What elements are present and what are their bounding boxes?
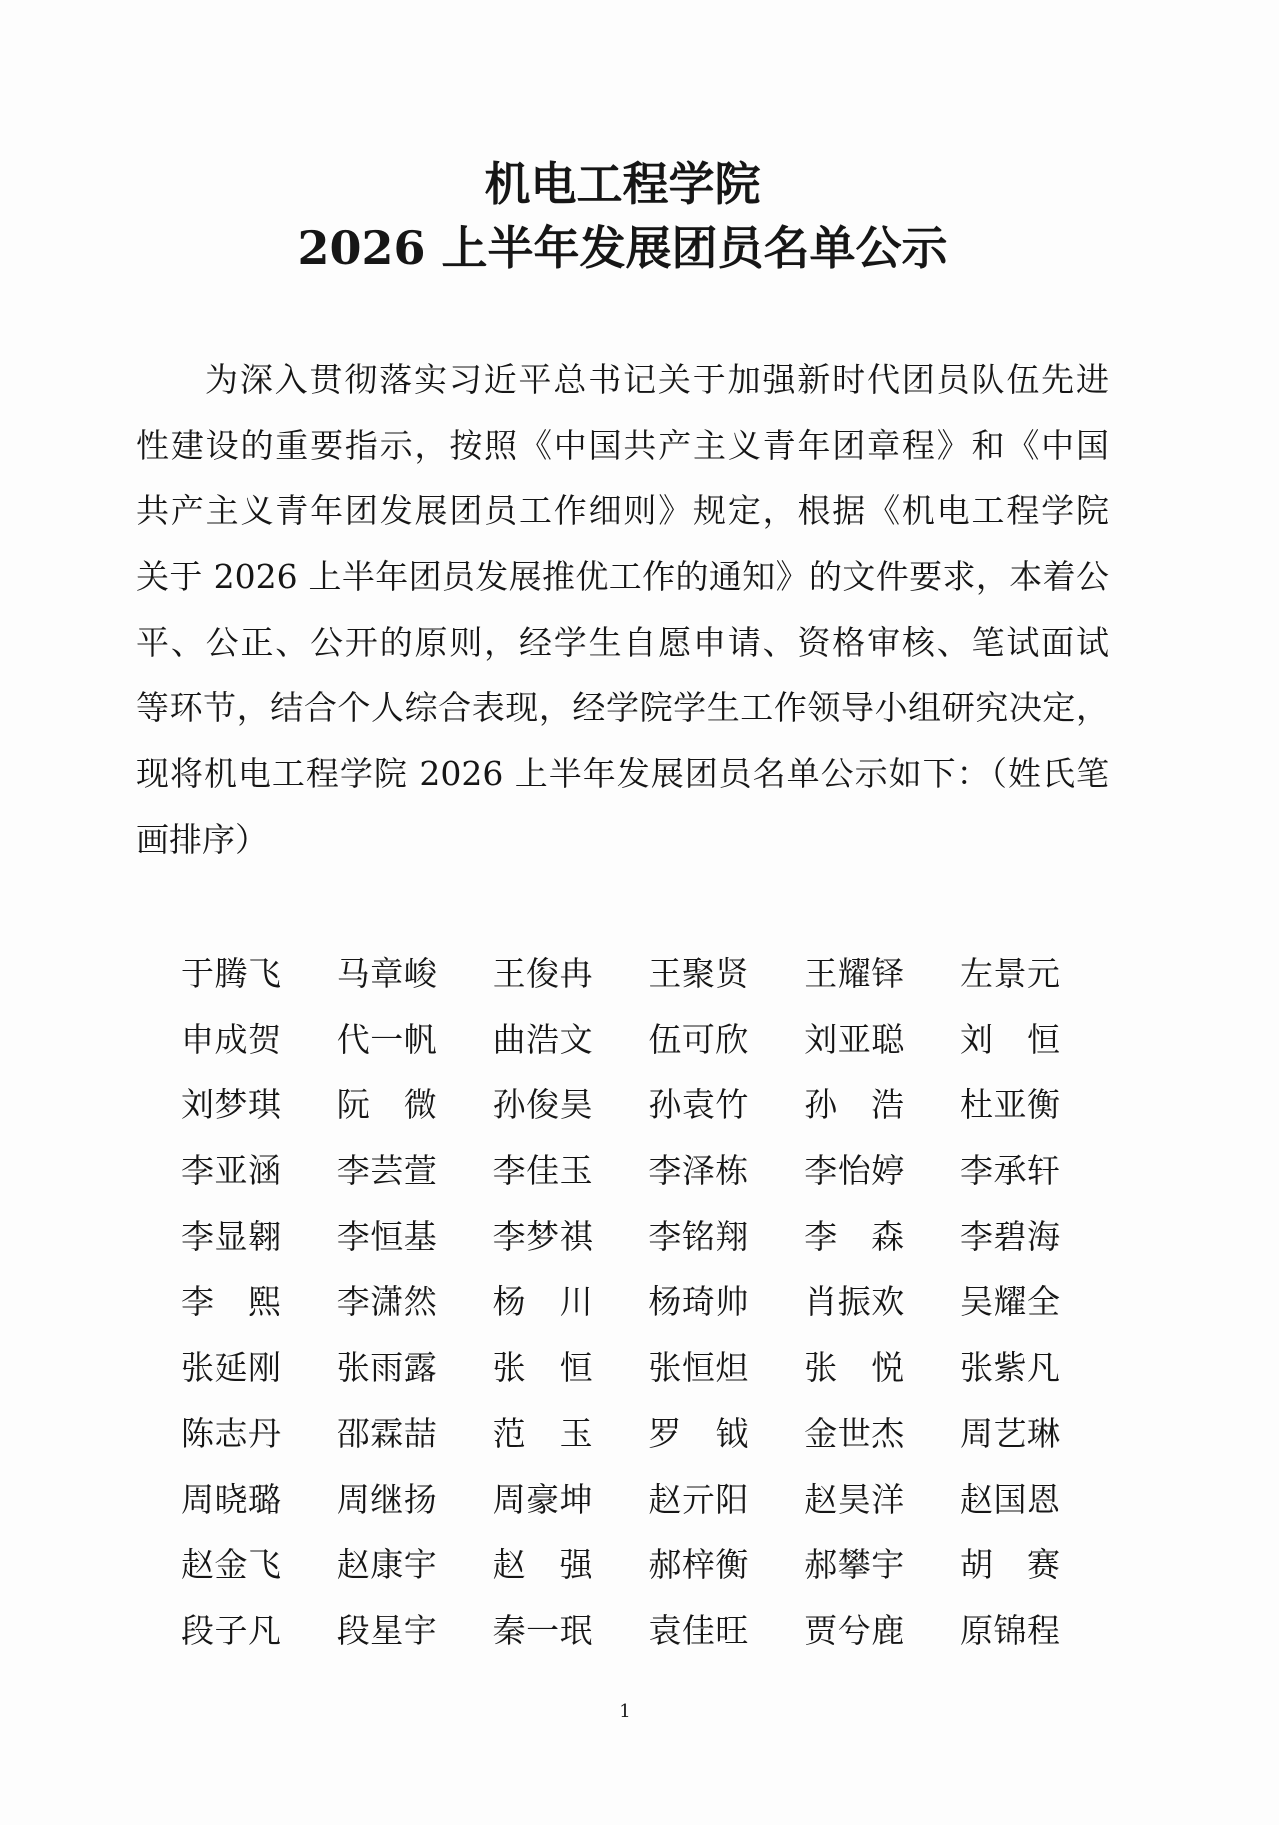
member-name: 肖振欢 xyxy=(804,1282,905,1322)
member-name: 张雨露 xyxy=(336,1348,437,1388)
member-name: 张延刚 xyxy=(181,1348,281,1388)
member-name: 李亚涵 xyxy=(181,1151,281,1191)
member-name: 于腾飞 xyxy=(181,954,281,993)
paragraph-line: 为深入贯彻落实习近平总书记关于加强新时代团员队伍先进 xyxy=(205,360,1109,399)
member-name: 李显翱 xyxy=(181,1216,281,1256)
member-name: 李佳玉 xyxy=(492,1151,593,1191)
member-name: 郝攀宇 xyxy=(804,1545,905,1585)
member-name: 罗 钺 xyxy=(648,1413,749,1453)
member-name: 范 玉 xyxy=(492,1413,593,1453)
member-name: 李潇然 xyxy=(336,1282,437,1322)
member-name: 邵霖喆 xyxy=(336,1413,437,1453)
member-name: 马章峻 xyxy=(336,954,437,993)
member-name: 李泽栋 xyxy=(648,1151,749,1191)
member-name: 赵康宇 xyxy=(336,1545,437,1585)
paragraph-line: 平、公正、公开的原则，经学生自愿申请、资格审核、笔试面试 xyxy=(136,622,1109,662)
member-name: 杨 川 xyxy=(492,1282,593,1322)
member-name: 吴耀全 xyxy=(959,1282,1060,1322)
member-name: 李铭翔 xyxy=(648,1216,749,1256)
member-name: 杨琦帅 xyxy=(648,1282,749,1322)
member-name: 李承轩 xyxy=(959,1151,1060,1191)
member-name: 张紫凡 xyxy=(959,1348,1060,1388)
member-name: 左景元 xyxy=(959,954,1060,993)
member-name: 张 悦 xyxy=(804,1348,905,1388)
member-name: 李怡婷 xyxy=(804,1151,905,1191)
paragraph-line: 画排序） xyxy=(136,819,268,859)
member-name: 郝梓衡 xyxy=(648,1545,749,1585)
member-name: 赵亓阳 xyxy=(648,1479,749,1519)
member-name: 赵 强 xyxy=(492,1545,593,1585)
title-line-college: 机电工程学院 xyxy=(484,157,761,211)
paragraph-line: 性建设的重要指示，按照《中国共产主义青年团章程》和《中国 xyxy=(136,425,1109,465)
member-name: 阮 微 xyxy=(336,1085,437,1125)
member-name: 周晓璐 xyxy=(181,1479,281,1519)
member-name: 贾兮鹿 xyxy=(804,1610,905,1650)
member-name: 段星宇 xyxy=(336,1610,437,1650)
member-name: 袁佳旺 xyxy=(648,1610,749,1650)
member-name: 周继扬 xyxy=(336,1479,437,1519)
member-name: 段子凡 xyxy=(181,1610,281,1650)
member-name: 李碧海 xyxy=(959,1216,1060,1256)
paragraph-line: 现将机电工程学院 2026 上半年发展团员名单公示如下：（姓氏笔 xyxy=(136,754,1109,794)
member-name: 赵昊洋 xyxy=(804,1479,905,1519)
paragraph-line: 关于 2026 上半年团员发展推优工作的通知》的文件要求，本着公 xyxy=(136,557,1109,597)
member-name: 胡 赛 xyxy=(959,1545,1060,1585)
member-name: 张恒炟 xyxy=(648,1348,749,1388)
member-name: 李 熙 xyxy=(181,1282,281,1322)
member-name: 李 森 xyxy=(804,1216,905,1256)
member-name: 刘梦琪 xyxy=(181,1085,281,1125)
member-name: 曲浩文 xyxy=(492,1019,593,1059)
member-name: 刘 恒 xyxy=(959,1019,1060,1059)
member-name: 李恒基 xyxy=(336,1216,437,1256)
document-title xyxy=(136,152,1109,280)
member-name: 申成贺 xyxy=(181,1019,281,1059)
member-name: 周艺琳 xyxy=(959,1413,1060,1453)
member-name: 代一帆 xyxy=(336,1019,437,1059)
member-name: 孙袁竹 xyxy=(648,1085,749,1125)
member-name: 原锦程 xyxy=(959,1610,1060,1650)
member-name: 李梦祺 xyxy=(492,1216,593,1256)
title-line-announcement: 2026 上半年发展团员名单公示 xyxy=(297,221,948,275)
member-name: 张 恒 xyxy=(492,1348,593,1388)
member-name: 赵国恩 xyxy=(959,1479,1060,1519)
member-name-list xyxy=(181,941,1061,1664)
member-name: 孙 浩 xyxy=(804,1085,905,1125)
member-name: 秦一珉 xyxy=(492,1610,593,1650)
intro-paragraph xyxy=(136,347,1109,873)
member-name: 杜亚衡 xyxy=(959,1085,1060,1125)
paragraph-line: 等环节，结合个人综合表现，经学院学生工作领导小组研究决定， xyxy=(136,688,1109,728)
member-name: 李芸萱 xyxy=(336,1151,437,1191)
member-name: 金世杰 xyxy=(804,1413,905,1453)
member-name: 陈志丹 xyxy=(181,1413,281,1453)
member-name: 赵金飞 xyxy=(181,1545,281,1585)
member-name: 王俊冉 xyxy=(492,954,593,993)
page-number: 1 xyxy=(619,1701,631,1722)
member-name: 伍可欣 xyxy=(648,1019,749,1059)
member-name: 周豪坤 xyxy=(492,1479,593,1519)
member-name: 王耀铎 xyxy=(804,954,905,993)
member-name: 孙俊昊 xyxy=(492,1085,593,1125)
member-name: 王聚贤 xyxy=(648,954,749,993)
paragraph-line: 共产主义青年团发展团员工作细则》规定，根据《机电工程学院 xyxy=(136,491,1109,531)
member-name: 刘亚聪 xyxy=(804,1019,905,1059)
